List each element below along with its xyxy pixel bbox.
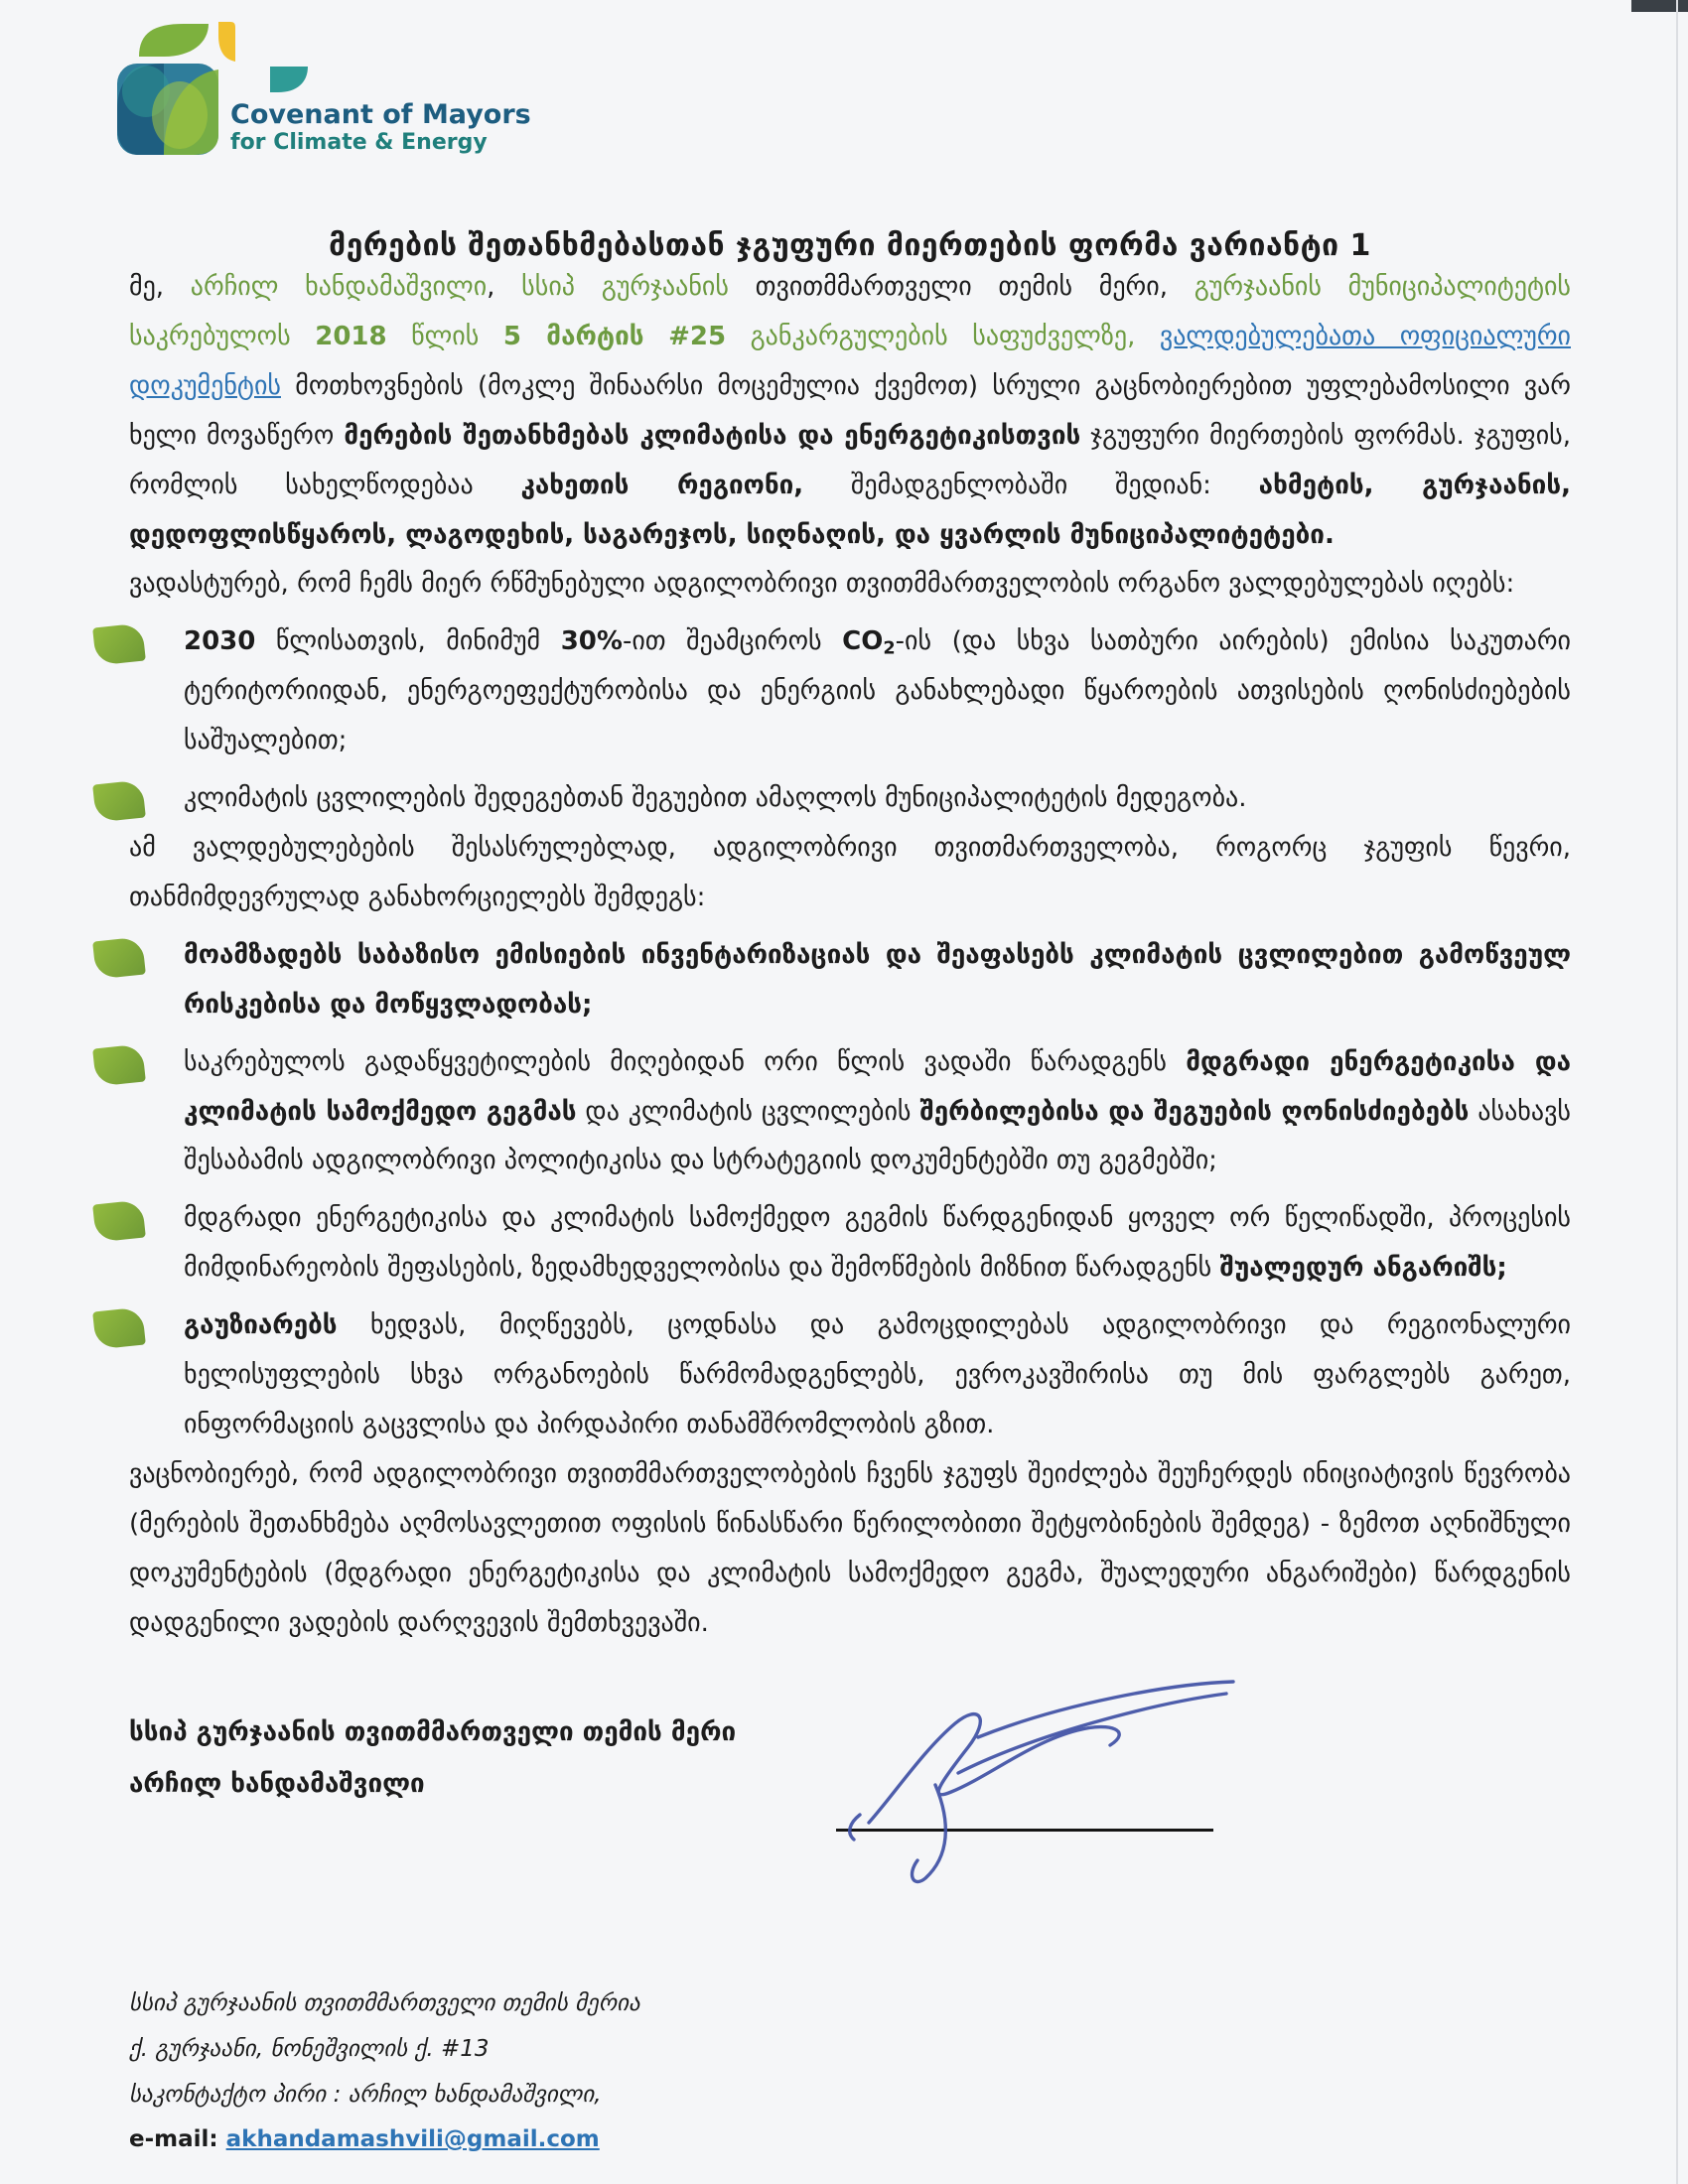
text-segment: , [487,272,522,302]
text-segment: 2018 [315,321,387,351]
text-segment: კლიმატის ცვლილების შედეგებთან შეგუებით ამაღლოს მუნიციპალიტეტის მედეგობა. [184,783,1247,814]
text-segment [644,322,669,351]
text-segment: მოამზადებს საბაზისო ემისიების ინვენტარიზაციას და შეაფასებს კლიმატის ცვლილებით გამოწვეულ რისკებისა და მოწყვლადობას; [184,939,1571,1020]
text-segment: შუალედურ ანგარიშს; [1219,1253,1507,1284]
bullet-text [184,774,1571,824]
footer-block [129,1981,1571,2162]
footer-email-link[interactable]: akhandamashvili@gmail.com [225,2126,600,2153]
scan-corner-artifact [1631,0,1688,12]
document-body [129,263,1571,1648]
signatory-name: არჩილ ხანდამაშვილი [129,1769,425,1800]
bullet-item [129,774,1571,824]
signature-block [129,1717,1571,1886]
text-segment: ხედვას, მიღწევებს, ცოდნასა და გამოცდილებას ადგილობრივი და რეგიონალური ხელისუფლების სხვა ორგანოების წარმომადგენლებს, ევროკავშირისა თუ მის ფარგლებს გარეთ, ინფორმაციის გაცვლისა და პირდაპირი თანამშრომლობის გზით. [184,1310,1571,1439]
paragraph-confirm: ვადასტურებ, რომ ჩემს მიერ რწმუნებული ადგილობრივი თვითმმართველობის ორგანო ვალდებულებას იღებს: [129,569,1515,600]
leaf-bullet-icon [92,1307,146,1350]
signature-role: სსიპ გურჯაანის თვითმმართველი თემის მერი [129,1717,737,1748]
bullet-item [129,1301,1571,1450]
text-segment: ახმეტის, გურჯაანის, დედოფლისწყაროს, ლაგოდეხის, საგარეჯოს, სიღნაღის, და ყვარლის მუნიციპალიტეტები. [129,470,1571,550]
text-segment: წლის [386,321,503,351]
bullet-list-commitments [129,617,1571,824]
text-segment: მე, [129,272,191,302]
paragraph-actions-intro: ამ ვალდებულებების შესასრულებლად, ადგილობრივი თვითმართველობა, როგორც ჯგუფის წევრი, თანმიმდევრულად განახორციელებს შემდეგს: [129,832,1571,912]
text-segment: -ის (და სხვა სათბური აირების) ემისია საკუთარი ტერიტორიიდან, ენერგოეფექტურობისა და ენერგიის განახლებადი წყაროების ათვისების ღონისძიებების საშუალებით; [184,626,1571,756]
bullet-item [129,931,1571,1030]
bullet-item [129,1194,1571,1294]
text-segment: 5 მარტის [502,321,644,351]
footer-contact: საკონტაქტო პირი : არჩილ ხანდამაშვილი, [129,2081,602,2108]
paragraph-acknowledge: ვაცნობიერებ, რომ ადგილობრივი თვითმმართველობების ჩვენს ჯგუფს შეიძლება შეუჩერდეს ინიციატივის წევრობა (მერების შეთანხმება აღმოსავლეთით ოფისის წინასწარი წერილობითი შეტყობინების შემდეგ) - ზემოთ აღნიშნული დოკუმენტების (მდგრადი ენერგეტიკისა და კლიმატის სამოქმედო გეგმა, შუალედური ანგარიშები) წარდგენის დადგენილი ვადების დარღვევის შემთხვევაში. [129,1458,1571,1638]
paragraph-intro [129,263,1571,560]
bullet-text [184,1301,1571,1450]
footer-address: ქ. გურჯაანი, ნონეშვილის ქ. #13 [129,2036,490,2062]
text-segment: წლისათვის, მინიმუმ [255,626,561,657]
page-edge-shadow [1676,0,1678,2184]
text-segment: გურჯაანის მუნიციპალიტეტის საკრებულოს [129,272,1571,351]
text-segment: #25 [668,321,727,351]
footer-org: სსიპ გურჯაანის თვითმმართველი თემის მერია [129,1990,640,2017]
logo-title: Covenant of Mayors [230,99,531,130]
text-segment: -ით შეამციროს [622,626,843,657]
bullet-text [184,1194,1571,1294]
leaf-bullet-icon [92,1043,146,1086]
text-segment: კახეთის რეგიონი, [520,470,804,500]
text-segment: 30% [560,626,623,657]
text-segment: და კლიმატის ცვლილების [576,1096,920,1127]
bullet-list-actions [129,931,1571,1450]
text-segment: განკარგულების საფუძველზე, [726,321,1160,351]
text-segment: CO [842,626,884,657]
text-segment: გაუზიარებს [184,1310,338,1341]
text-segment: შემადგენლობაში შედიან: [803,470,1259,500]
document-title: მერების შეთანხმებასთან ჯგუფური მიერთების ფორმა ვარიანტი 1 [329,228,1371,263]
logo-subtitle: for Climate & Energy [230,130,488,156]
logo-leaves-icon [84,14,343,183]
covenant-of-mayors-logo [129,22,1571,189]
text-segment: 2 [883,638,896,659]
footer-email-label: e-mail: [129,2126,218,2153]
text-segment: შერბილებისა და შეგუების ღონისძიებებს [919,1096,1470,1127]
bullet-text [184,1038,1571,1187]
text-segment: ასახავს შესაბამის ადგილობრივი პოლიტიკისა და სტრატეგიის დოკუმენტებში თუ გეგმებში; [184,1096,1571,1176]
text-segment: მდგრადი ენერგეტიკისა და კლიმატის სამოქმედო გეგმას [184,1046,1571,1127]
leaf-bullet-icon [92,936,146,979]
bullet-text [184,931,1571,1030]
text-segment: მოთხოვნების (მოკლე შინაარსი მოცემულია ქვემოთ) სრული გაცნობიერებით უფლებამოსილი ვარ ხელი მოვაწერო [129,370,1571,451]
text-segment: თვითმმართველი თემის მერი, [728,272,1195,302]
document-link[interactable]: ვალდებულებათა ოფიციალური დოკუმენტის [129,321,1571,401]
leaf-bullet-icon [92,623,146,666]
text-segment: სსიპ გურჯაანის [521,272,729,302]
text-segment: მერების შეთანხმებას კლიმატისა და ენერგეტიკისთვის [344,420,1081,451]
bullet-item [129,1038,1571,1187]
text-segment: საკრებულოს გადაწყვეტილების მიღებიდან ორი წლის ვადაში წარადგენს [184,1046,1187,1077]
leaf-bullet-icon [92,1200,146,1243]
text-segment: არჩილ ხანდამაშვილი [190,272,488,302]
leaf-bullet-icon [92,780,146,823]
signature-line [836,1829,1213,1832]
text-segment: ჯგუფური მიერთების ფორმას. ჯგუფის, რომლის სახელწოდებაა [129,420,1572,500]
text-segment: მდგრადი ენერგეტიკისა და კლიმატის სამოქმედო გეგმის წარდგენიდან ყოველ ორ წელიწადში, პროცესის მიმდინარეობის შეფასების, ზედამხედველობისა და შემოწმების მიზნით წარადგენს [184,1203,1571,1284]
text-segment: 2030 [184,626,256,657]
bullet-item [129,617,1571,766]
bullet-text [184,617,1571,766]
footer-email-line [129,2117,1571,2163]
